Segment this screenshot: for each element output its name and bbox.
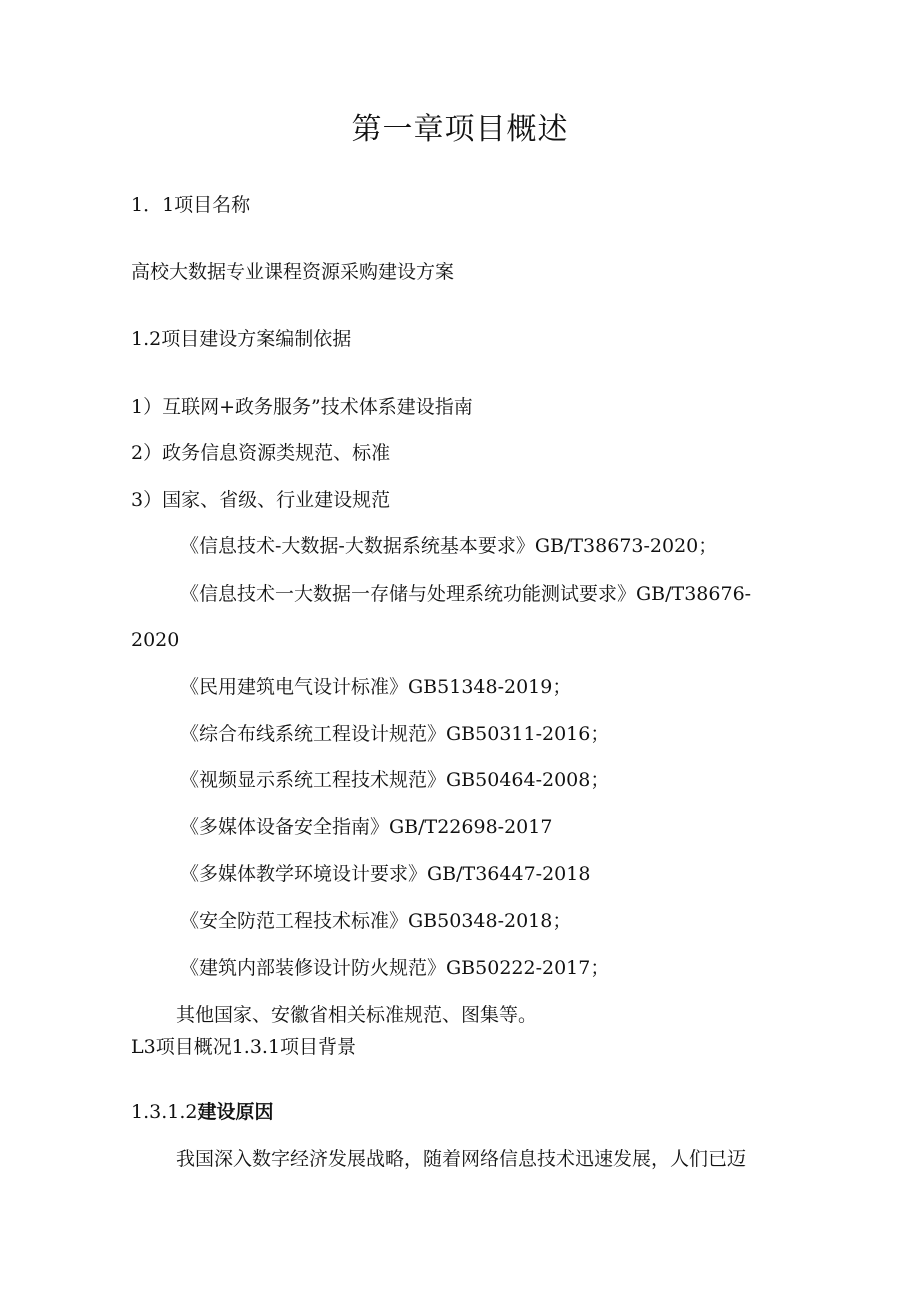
standard-item: 《多媒体设备安全指南》GB/T22698-2017 bbox=[180, 816, 553, 838]
basis-item-3: 3）国家、省级、行业建设规范 bbox=[131, 489, 391, 511]
standard-item: 《安全防范工程技术标准》GB50348-2018； bbox=[180, 910, 572, 932]
section-heading-1-3: L3项目概况1.3.1项目背景 bbox=[131, 1036, 357, 1058]
section-number: 1.3.1.2 bbox=[131, 1101, 198, 1123]
basis-item-2: 2）政务信息资源类规范、标准 bbox=[131, 442, 391, 464]
project-name: 高校大数据专业课程资源采购建设方案 bbox=[131, 261, 455, 283]
standard-item: 《信息技术一大数据一存储与处理系统功能测试要求》GB/T38676- bbox=[180, 583, 752, 605]
chapter-title: 第一章项目概述 bbox=[351, 112, 569, 147]
body-paragraph: 我国深入数字经济发展战略，随着网络信息技术迅速发展，人们已迈 bbox=[176, 1148, 747, 1170]
standard-item: 《视频显示系统工程技术规范》GB50464-2008； bbox=[180, 769, 610, 791]
standard-item: 《建筑内部装修设计防火规范》GB50222-2017； bbox=[180, 957, 610, 979]
standard-item: 《综合布线系统工程设计规范》GB50311-2016； bbox=[180, 723, 610, 745]
section-heading-1-1: 1．1项目名称 bbox=[131, 194, 251, 216]
standard-item: 《多媒体教学环境设计要求》GB/T36447-2018 bbox=[180, 863, 591, 885]
standard-item-continuation: 2020 bbox=[131, 629, 180, 651]
section-title: 建设原因 bbox=[197, 1101, 274, 1123]
section-heading-1-2: 1.2项目建设方案编制依据 bbox=[131, 328, 352, 350]
other-standards: 其他国家、安徽省相关标准规范、图集等。 bbox=[176, 1004, 538, 1026]
basis-item-1: 1）互联网+政务服务”技术体系建设指南 bbox=[131, 396, 473, 418]
section-heading-1-3-1-2 bbox=[131, 1100, 274, 1124]
standard-item: 《信息技术-大数据-大数据系统基本要求》GB/T38673-2020； bbox=[180, 535, 718, 557]
standard-item: 《民用建筑电气设计标准》GB51348-2019； bbox=[180, 676, 572, 698]
